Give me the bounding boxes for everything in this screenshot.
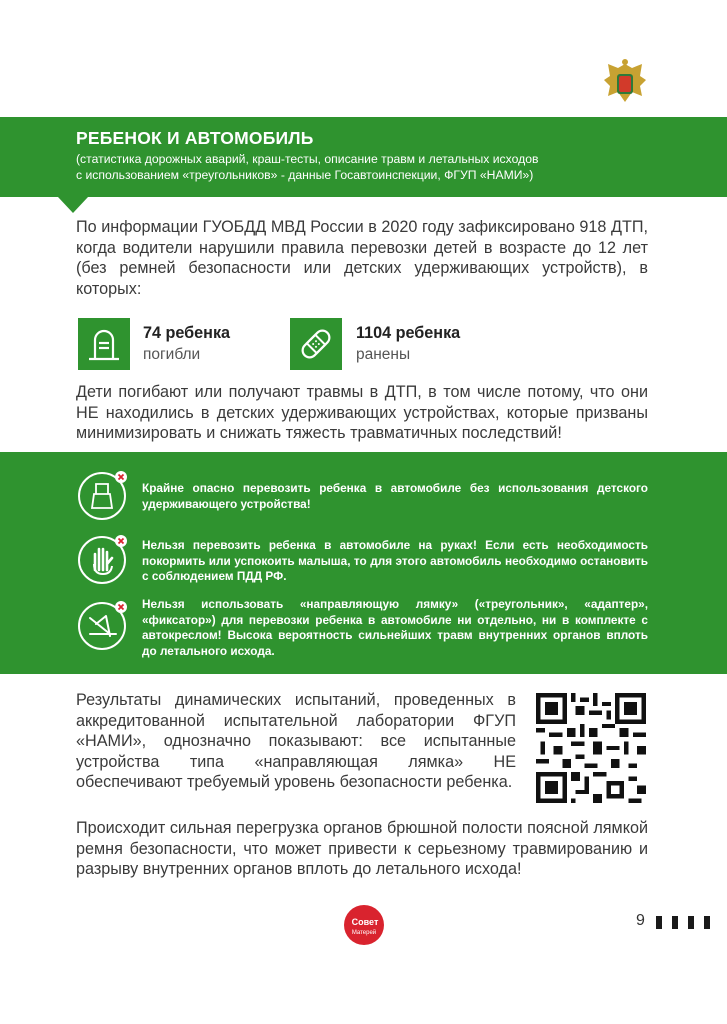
page-bar — [672, 916, 678, 929]
page-bar — [656, 916, 662, 929]
results-paragraph: Результаты динамических испытаний, проведенных в аккредитованной испытательной лаборатории ФГУП «НАМИ», однозначно показывают: все испытанные устройства типа «направляющая лямка» НЕ обеспечивают требуемый уровень безопасности ребенка. — [76, 691, 516, 791]
consequence-paragraph: Дети погибают или получают травмы в ДТП, в том числе потому, что они НЕ находились в детских удерживающих устройствах, которые призваны минимизировать и снижать тяжесть травматичных последствий! — [76, 383, 648, 442]
logo-text-line-1: Совет — [351, 917, 379, 927]
sovet-materei-logo — [343, 904, 385, 946]
car-seat-icon — [76, 470, 128, 522]
stat-injured-value: 1104 ребенка — [356, 324, 461, 342]
page-subtitle — [76, 151, 636, 183]
subtitle-line-1: (статистика дорожных аварий, краш-тесты, описание травм и летальных исходов — [76, 152, 539, 166]
page-title: РЕБЕНОК И АВТОМОБИЛЬ — [76, 128, 314, 148]
warning-text-2: Нельзя перевозить ребенка в автомобиле на руках! Если есть необходимость покормить или успокоить малыша, то для этого автомобиль необходимо остановить с соблюдением ПДД РФ. — [142, 538, 648, 584]
header-pointer — [58, 197, 88, 213]
stat-injured-label: ранены — [356, 346, 411, 363]
intro-paragraph: По информации ГУОБДД МВД России в 2020 году зафиксировано 918 ДТП, когда водители нарушили правила перевозки детей в возрасте до 12 лет (без ремней безопасности или детских удерживающих устройств), в которых: — [76, 218, 648, 298]
overload-paragraph: Происходит сильная перегрузка органов брюшной полости поясной лямкой ремня безопасности, что может привести к серьезному травмированию и разрыву внутренних органов вплоть до летального исхода! — [76, 819, 648, 878]
subtitle-line-2: с использованием «треугольников» - данные Госавтоинспекции, ФГУП «НАМИ») — [76, 168, 534, 182]
warnings-band — [0, 452, 727, 674]
stat-killed-value: 74 ребенка — [143, 324, 231, 342]
warning-text-3: Нельзя использовать «направляющую лямку» («треугольник», «адаптер», «фиксатор») для перевозки ребенка в автомобиле ни отдельно, ни в комплекте с автокреслом! Высока вероятность сильнейших травм внутренних органов вплоть до летального исхода. — [142, 597, 648, 658]
page-bar — [704, 916, 710, 929]
header-band — [0, 117, 727, 197]
tombstone-icon — [78, 318, 130, 370]
warning-text-1: Крайне опасно перевозить ребенка в автомобиле без использования детского удерживающего устройства! — [142, 481, 648, 511]
hand-icon — [76, 534, 128, 586]
coat-of-arms-icon — [602, 58, 648, 108]
seatbelt-adapter-icon — [76, 600, 128, 652]
stat-killed-label: погибли — [143, 346, 201, 363]
bandage-icon — [290, 318, 342, 370]
qr-code-icon[interactable] — [536, 693, 646, 803]
logo-text-line-2: Матерей — [351, 930, 377, 936]
page-number: 9 — [636, 912, 645, 929]
page-bar — [688, 916, 694, 929]
